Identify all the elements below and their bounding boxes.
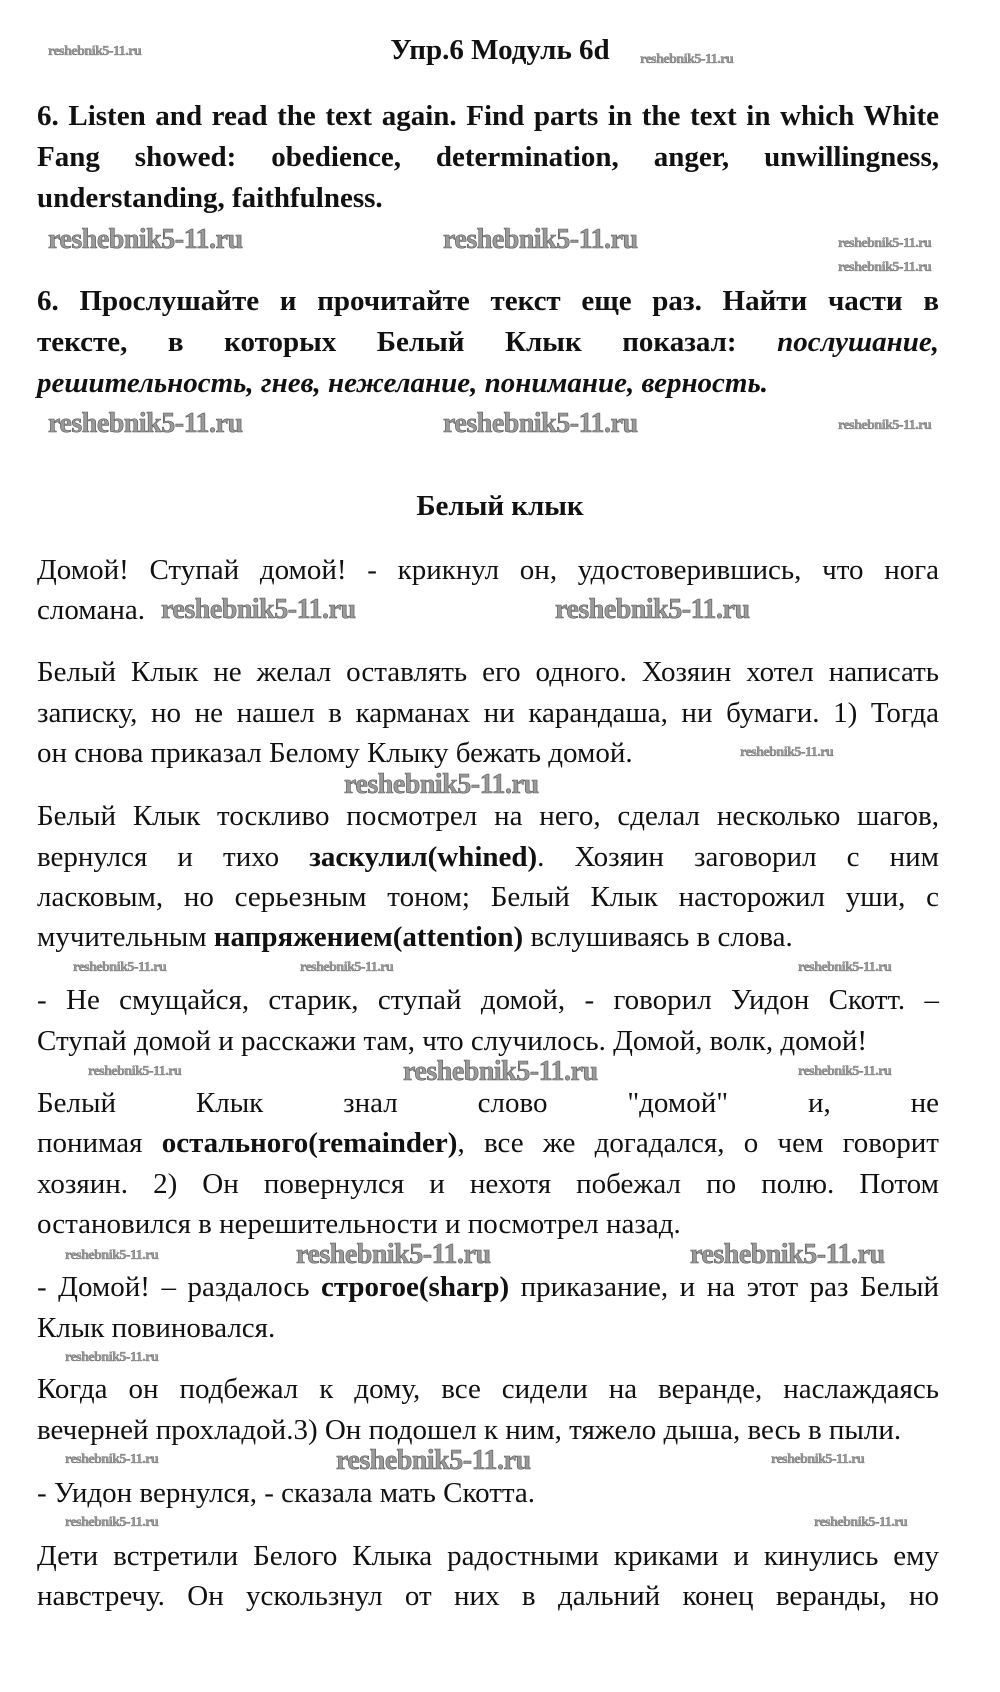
watermark: reshebnik5-11.ru [65,1515,159,1530]
paragraph-line [37,1312,275,1344]
text: ласковым, но серьезным тоном; Белый Клык насторожил уши, с [37,881,939,913]
page-title-line [390,34,609,66]
text: сломана. [37,594,145,626]
paragraph-line [37,1025,867,1057]
bold-text: тексте, в которых Белый Клык показал: [37,326,778,358]
watermark: reshebnik5-11.ru [740,745,834,760]
text: Дети встретили Белого Клыка радостными криками и кинулись ему [37,1540,939,1572]
paragraph-line [37,697,939,729]
watermark: reshebnik5-11.ru [88,1064,182,1079]
watermark: reshebnik5-11.ru [344,769,539,800]
text: остановился в нерешительности и посмотрел назад. [37,1208,681,1240]
watermark: reshebnik5-11.ru [48,224,243,255]
bold-text: 6. Listen and read the text again. Find parts in the text in which White [37,100,939,132]
paragraph-line [37,841,939,873]
bold-text: решительность, гнев, нежелание, понимание, верность. [37,367,768,399]
watermark: reshebnik5-11.ru [555,594,750,625]
watermark: reshebnik5-11.ru [798,960,892,975]
text: навстречу. Он ускользнул от них в дальний конец веранды, но [37,1580,939,1612]
task-english-line [37,182,383,214]
task-russian-line [37,326,939,358]
task-english-line [37,100,939,132]
text: вечерней прохладой.3) Он подошел к ним, тяжело дыша, весь в пыли. [37,1414,902,1446]
paragraph-line [37,1540,939,1572]
bold-text: Белый клык [416,490,584,522]
paragraph-line [37,1580,939,1612]
text: - Не смущайся, старик, ступай домой, - говорил Уидон Скотт. – [37,984,939,1016]
paragraph-line [37,984,939,1016]
paragraph-line [37,1414,901,1446]
bold-text: послушание, [777,326,939,358]
watermark: reshebnik5-11.ru [48,408,243,439]
paragraph-line [37,1271,939,1303]
paragraph-line [37,921,793,953]
watermark: reshebnik5-11.ru [838,260,932,275]
watermark: reshebnik5-11.ru [838,236,932,251]
watermark: reshebnik5-11.ru [640,52,734,67]
watermark: reshebnik5-11.ru [403,1056,598,1087]
text: хозяин. 2) Он повернулся и нехотя побежал по полю. Потом [37,1168,939,1200]
watermark: reshebnik5-11.ru [443,408,638,439]
text: . Хозяин заговорил с ним [537,841,939,873]
text: Ступай домой и расскажи там, что случилось. Домой, волк, домой! [37,1025,868,1057]
task-russian-line [37,367,768,399]
watermark: reshebnik5-11.ru [48,44,142,59]
watermark: reshebnik5-11.ru [771,1452,865,1467]
text: Домой! Ступай домой! - крикнул он, удостоверившись, что нога [37,554,939,586]
bold-text: understanding, faithfulness. [37,182,383,214]
text: Клык повиновался. [37,1312,276,1344]
text: вслушиваясь в слова. [523,921,793,953]
watermark: reshebnik5-11.ru [690,1239,885,1270]
bold-text: Упр.6 Модуль 6d [390,34,610,66]
bold-text: остального(remainder) [161,1127,458,1159]
text: понимая [37,1127,162,1159]
watermark: reshebnik5-11.ru [798,1064,892,1079]
paragraph-line [37,656,939,688]
paragraph-line [37,881,939,913]
watermark: reshebnik5-11.ru [65,1452,159,1467]
watermark: reshebnik5-11.ru [296,1239,491,1270]
watermark: reshebnik5-11.ru [161,594,356,625]
paragraph-line [37,737,633,769]
text: записку, но не нашел в карманах ни карандаша, ни бумаги. 1) Тогда [37,697,939,729]
bold-text: напряжением(attention) [213,921,524,953]
bold-text: строгое(sharp) [320,1271,510,1303]
text: мучительным [37,921,214,953]
watermark: reshebnik5-11.ru [300,960,394,975]
text: приказание, и на этот раз Белый [509,1271,939,1303]
text: - Домой! – раздалось [37,1271,321,1303]
watermark: reshebnik5-11.ru [814,1515,908,1530]
text: , все же догадался, о чем говорит [457,1127,939,1159]
paragraph-line [37,1087,939,1119]
paragraph-line [37,1208,681,1240]
paragraph-line [37,594,145,626]
text: - Уидон вернулся, - сказала мать Скотта. [37,1477,536,1509]
paragraph-line [37,1168,939,1200]
paragraph-line [37,1127,939,1159]
text: он снова приказал Белому Клыку бежать домой. [37,737,633,769]
task-russian-line [37,285,939,317]
paragraph-line [37,1373,939,1405]
watermark: reshebnik5-11.ru [65,1248,159,1263]
watermark: reshebnik5-11.ru [73,960,167,975]
watermark: reshebnik5-11.ru [838,418,932,433]
text: Белый Клык не желал оставлять его одного. Хозяин хотел написать [37,656,939,688]
story-title-line [416,490,583,522]
paragraph-line [37,1477,535,1509]
bold-text: заскулил(whined) [309,841,538,873]
task-english-line [37,141,939,173]
text: Когда он подбежал к дому, все сидели на веранде, наслаждаясь [37,1373,939,1405]
paragraph-line [37,800,939,832]
paragraph-line [37,554,939,586]
watermark: reshebnik5-11.ru [443,224,638,255]
text: Белый Клык знал слово "домой" и, не [37,1087,939,1119]
watermark: reshebnik5-11.ru [65,1350,159,1365]
bold-text: Fang showed: obedience, determination, anger, unwillingness, [37,141,939,173]
text: вернулся и тихо [37,841,310,873]
text: Белый Клык тоскливо посмотрел на него, сделал несколько шагов, [37,800,939,832]
watermark: reshebnik5-11.ru [336,1445,531,1476]
bold-text: 6. Прослушайте и прочитайте текст еще раз. Найти части в [37,285,939,317]
